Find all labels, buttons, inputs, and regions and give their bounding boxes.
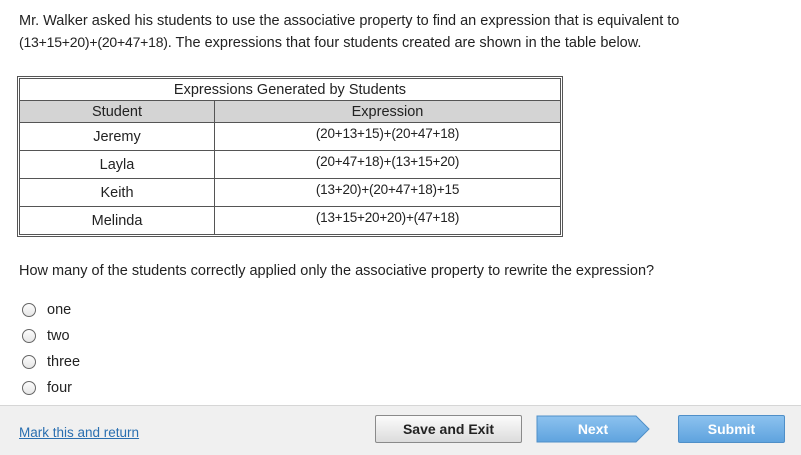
expressions-table	[19, 78, 561, 235]
prompt-line2: . The expressions that four students created are shown in the table below.	[167, 35, 642, 51]
submit-button[interactable]: Submit	[678, 415, 785, 443]
question-prompt	[19, 11, 779, 54]
radio-button[interactable]	[22, 303, 36, 317]
column-header-student: Student	[20, 101, 215, 123]
answer-options	[22, 297, 80, 401]
next-button-label: Next	[577, 421, 609, 437]
prompt-expression: (13+15+20)+(20+47+18)	[19, 34, 168, 50]
student-name-cell: Layla	[20, 151, 215, 179]
option-label: two	[47, 328, 70, 344]
table-row	[20, 123, 561, 151]
mark-and-return-link[interactable]: Mark this and return	[19, 425, 140, 440]
option-two[interactable]	[22, 323, 80, 349]
option-label: four	[47, 380, 72, 396]
prompt-line1: Mr. Walker asked his students to use the associative property to find an expression that is equivalent to	[19, 13, 680, 29]
save-and-exit-button[interactable]: Save and Exit	[375, 415, 522, 443]
next-button[interactable]	[536, 415, 650, 443]
option-one[interactable]	[22, 297, 80, 323]
student-name-cell: Melinda	[20, 207, 215, 235]
table-row	[20, 179, 561, 207]
expression-cell: (20+47+18)+(13+15+20)	[215, 151, 561, 179]
option-four[interactable]	[22, 375, 80, 401]
table-row	[20, 207, 561, 235]
expression-cell: (20+13+15)+(20+47+18)	[215, 123, 561, 151]
expression-cell: (13+15+20+20)+(47+18)	[215, 207, 561, 235]
option-three[interactable]	[22, 349, 80, 375]
table-caption: Expressions Generated by Students	[20, 79, 561, 101]
radio-button[interactable]	[22, 355, 36, 369]
student-name-cell: Jeremy	[20, 123, 215, 151]
radio-button[interactable]	[22, 329, 36, 343]
column-header-expression: Expression	[215, 101, 561, 123]
student-name-cell: Keith	[20, 179, 215, 207]
question-text: How many of the students correctly applied only the associative property to rewrite the expression?	[19, 263, 655, 279]
option-label: three	[47, 354, 81, 370]
option-label: one	[47, 302, 72, 318]
radio-button[interactable]	[22, 381, 36, 395]
table-row	[20, 151, 561, 179]
footer-bar	[0, 405, 801, 455]
expression-cell: (13+20)+(20+47+18)+15	[215, 179, 561, 207]
